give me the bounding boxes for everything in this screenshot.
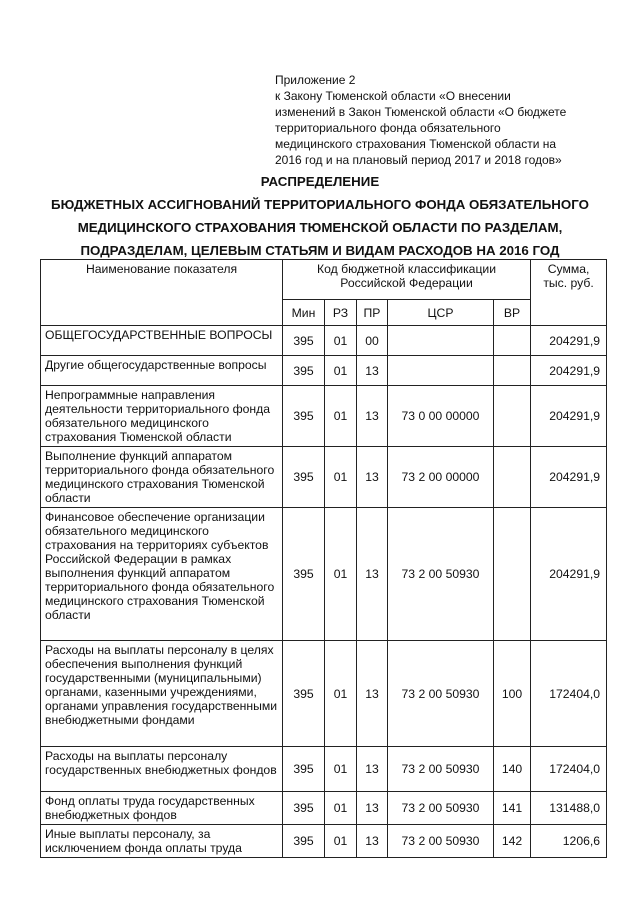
table-row — [41, 641, 607, 747]
row-name: Непрограммные направления деятельности территориального фонда обязательного медицинского страхования Тюменской области — [41, 386, 283, 447]
appendix-line: 2016 год и на плановый период 2017 и 2018 годов» — [275, 153, 562, 167]
title-line: БЮДЖЕТНЫХ АССИГНОВАНИЙ ТЕРРИТОРИАЛЬНОГО ФОНДА ОБЯЗАТЕЛЬНОГО — [51, 197, 589, 212]
row-name: Выполнение функций аппаратом территориального фонда обязательного медицинского страхования Тюменской области — [41, 447, 283, 508]
document-title — [20, 170, 620, 262]
row-rz: 01 — [325, 792, 357, 825]
row-rz: 01 — [325, 356, 357, 386]
table-row — [41, 747, 607, 792]
row-name: Расходы на выплаты персоналу государственных внебюджетных фондов — [41, 747, 283, 792]
row-rz: 01 — [325, 825, 357, 858]
row-sum: 204291,9 — [531, 326, 607, 356]
row-rz: 01 — [325, 386, 357, 447]
row-min: 395 — [283, 825, 325, 858]
appendix-line: Приложение 2 — [275, 73, 356, 87]
row-min: 395 — [283, 792, 325, 825]
header-rz: РЗ — [325, 300, 357, 326]
row-vr — [494, 326, 531, 356]
row-pr: 13 — [357, 356, 388, 386]
row-vr: 142 — [494, 825, 531, 858]
header-code-group: Код бюджетной классификации Российской Федерации — [283, 260, 531, 300]
row-sum: 204291,9 — [531, 356, 607, 386]
row-name: ОБЩЕГОСУДАРСТВЕННЫЕ ВОПРОСЫ — [41, 326, 283, 356]
table-row — [41, 792, 607, 825]
row-pr: 13 — [357, 508, 388, 641]
table-row — [41, 326, 607, 356]
row-min: 395 — [283, 447, 325, 508]
table-row — [41, 356, 607, 386]
row-name: Финансовое обеспечение организации обязательного медицинского страхования на территориях субъектов Российской Федерации в рамках выполнения функций аппаратом территориального фонда обязательного медицинского страхования Тюменской области — [41, 508, 283, 641]
row-sum: 204291,9 — [531, 447, 607, 508]
row-sum: 204291,9 — [531, 508, 607, 641]
appendix-line: территориального фонда обязательного — [275, 121, 501, 135]
row-rz: 01 — [325, 747, 357, 792]
row-name: Другие общегосударственные вопросы — [41, 356, 283, 386]
row-csr: 73 2 00 50930 — [388, 792, 494, 825]
header-csr: ЦСР — [388, 300, 494, 326]
header-vr: ВР — [494, 300, 531, 326]
row-csr — [388, 326, 494, 356]
row-min: 395 — [283, 356, 325, 386]
row-pr: 13 — [357, 447, 388, 508]
row-pr: 13 — [357, 792, 388, 825]
table-row — [41, 508, 607, 641]
row-rz: 01 — [325, 508, 357, 641]
title-line: РАСПРЕДЕЛЕНИЕ — [260, 174, 380, 189]
row-vr — [494, 386, 531, 447]
header-pr: ПР — [357, 300, 388, 326]
appendix-line: к Закону Тюменской области «О внесении — [275, 89, 511, 103]
row-min: 395 — [283, 508, 325, 641]
table-row — [41, 447, 607, 508]
table-row — [41, 386, 607, 447]
row-rz: 01 — [325, 447, 357, 508]
row-min: 395 — [283, 386, 325, 447]
row-sum: 172404,0 — [531, 747, 607, 792]
row-csr — [388, 356, 494, 386]
row-pr: 13 — [357, 825, 388, 858]
row-name: Расходы на выплаты персоналу в целях обеспечения выполнения функций государственными (муниципальными) органами, казенными учреждениями, органами управления государственными внебюджетными фондами — [41, 641, 283, 747]
row-csr: 73 2 00 50930 — [388, 747, 494, 792]
row-min: 395 — [283, 326, 325, 356]
title-line: МЕДИЦИНСКОГО СТРАХОВАНИЯ ТЮМЕНСКОЙ ОБЛАСТИ ПО РАЗДЕЛАМ, — [77, 220, 563, 235]
appendix-line: медицинского страхования Тюменской области на — [275, 137, 557, 151]
header-sum: Сумма, тыс. руб. — [531, 260, 607, 326]
row-name: Иные выплаты персоналу, за исключением фонда оплаты труда — [41, 825, 283, 858]
row-sum: 131488,0 — [531, 792, 607, 825]
row-sum: 1206,6 — [531, 825, 607, 858]
row-pr: 13 — [357, 386, 388, 447]
row-csr: 73 2 00 00000 — [388, 447, 494, 508]
header-min: Мин — [283, 300, 325, 326]
row-vr — [494, 447, 531, 508]
row-min: 395 — [283, 747, 325, 792]
row-min: 395 — [283, 641, 325, 747]
row-rz: 01 — [325, 641, 357, 747]
row-name: Фонд оплаты труда государственных внебюджетных фондов — [41, 792, 283, 825]
row-csr: 73 2 00 50930 — [388, 508, 494, 641]
row-sum: 172404,0 — [531, 641, 607, 747]
row-vr: 100 — [494, 641, 531, 747]
budget-table — [40, 259, 607, 858]
row-pr: 00 — [357, 326, 388, 356]
appendix-line: изменений в Закон Тюменской области «О бюджете — [275, 105, 567, 119]
row-csr: 73 0 00 00000 — [388, 386, 494, 447]
row-vr — [494, 508, 531, 641]
row-pr: 13 — [357, 641, 388, 747]
table-header-row — [41, 260, 607, 300]
appendix-note — [275, 72, 605, 168]
row-vr: 140 — [494, 747, 531, 792]
table-row — [41, 825, 607, 858]
row-pr: 13 — [357, 747, 388, 792]
row-vr — [494, 356, 531, 386]
row-csr: 73 2 00 50930 — [388, 825, 494, 858]
row-sum: 204291,9 — [531, 386, 607, 447]
row-vr: 141 — [494, 792, 531, 825]
header-name: Наименование показателя — [41, 260, 283, 326]
row-rz: 01 — [325, 326, 357, 356]
title-line: ПОДРАЗДЕЛАМ, ЦЕЛЕВЫМ СТАТЬЯМ И ВИДАМ РАСХОДОВ НА 2016 ГОД — [80, 243, 560, 258]
row-csr: 73 2 00 50930 — [388, 641, 494, 747]
